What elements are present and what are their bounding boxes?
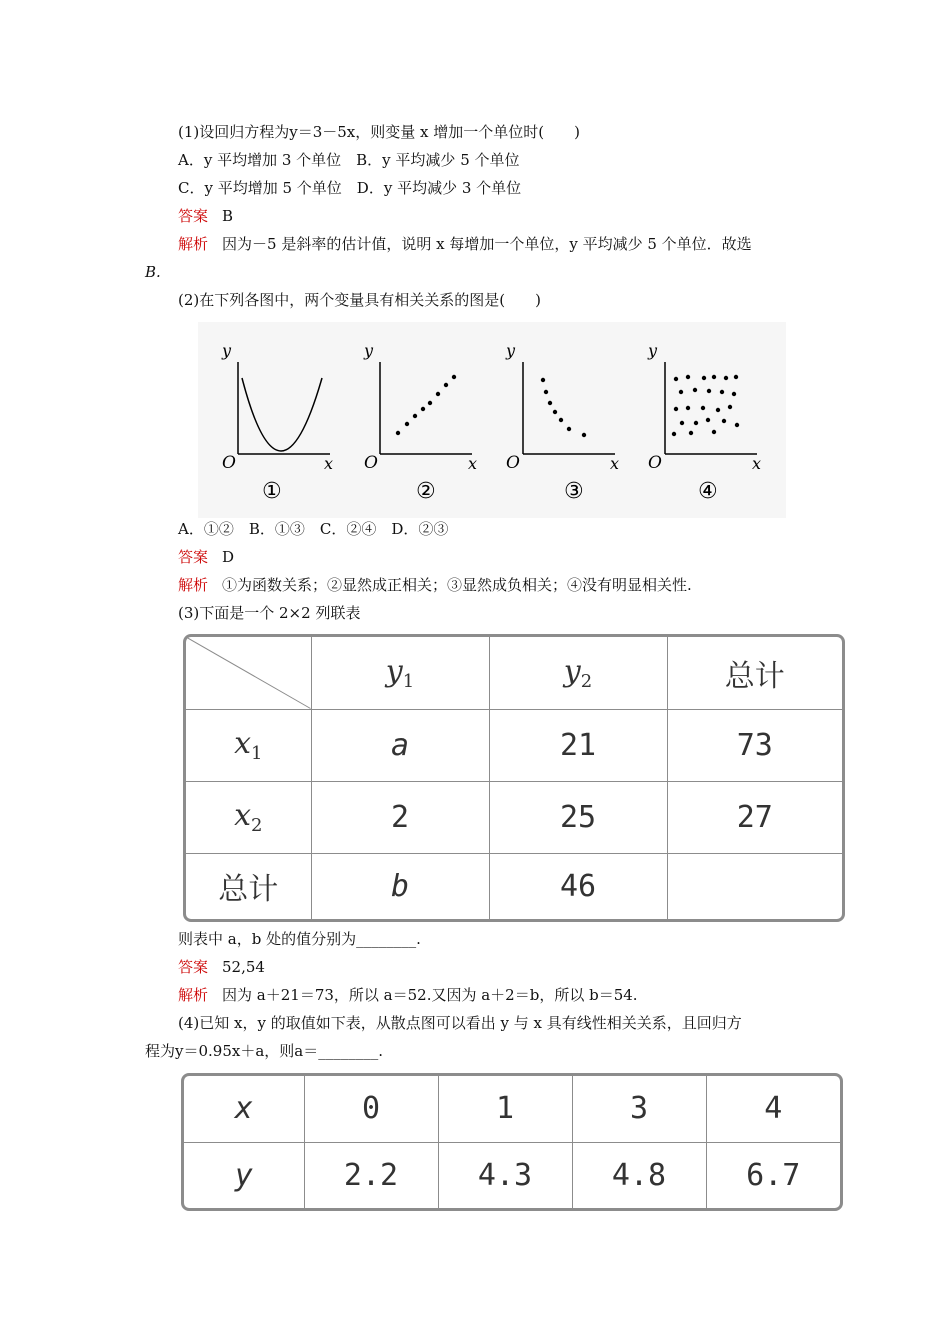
q2-stem: (2)在下列各图中，两个变量具有相关关系的图是( )	[178, 291, 541, 309]
contingency-table	[183, 634, 845, 922]
q1-options-ab: A．y 平均增加 3 个单位 B．y 平均减少 5 个单位	[178, 151, 520, 169]
panel-4-origin: O	[648, 453, 662, 473]
panel-3-negative-scatter	[505, 341, 619, 504]
col-header-total: 总计	[667, 637, 842, 709]
cell-empty	[667, 853, 842, 919]
panel-4-label: ④	[698, 479, 718, 504]
answer-label: 答案	[178, 958, 209, 976]
cell-2: 2	[311, 781, 489, 853]
q1-analysis-tail: B.	[145, 263, 161, 281]
q1-answer-line	[178, 206, 233, 226]
panel-2-y-label: y	[364, 341, 374, 360]
table-row	[184, 1076, 840, 1142]
panel-1-x-label: x	[324, 454, 334, 473]
q1-analysis-line	[178, 234, 752, 254]
y-value: 4.3	[438, 1142, 572, 1208]
cell-a: a	[311, 709, 489, 781]
row-label-y: y	[184, 1142, 304, 1208]
row-label-x: x	[184, 1076, 304, 1142]
correlation-figure	[198, 322, 786, 518]
q3-answer-line	[178, 957, 265, 977]
panel-2-positive-scatter	[363, 341, 477, 504]
row-header-x2: $x_2$	[186, 781, 311, 853]
x-value: 0	[304, 1076, 438, 1142]
q2-analysis: ①为函数关系；②显然成正相关；③显然成负相关；④没有明显相关性.	[222, 576, 692, 594]
y-value: 2.2	[304, 1142, 438, 1208]
cell-46: 46	[489, 853, 667, 919]
q1-options-cd: C．y 平均增加 5 个单位 D．y 平均减少 3 个单位	[178, 179, 522, 197]
q4-stem-line2: 程为y＝0.95x＋a，则a＝________.	[145, 1042, 383, 1060]
q1-answer: B	[222, 207, 234, 225]
cell-25: 25	[489, 781, 667, 853]
analysis-label: 解析	[178, 235, 209, 253]
table-row	[186, 853, 842, 919]
panel-2-label: ②	[416, 479, 436, 504]
panel-3-y-label: y	[506, 341, 516, 360]
panel-1-label: ①	[262, 479, 282, 504]
q3-analysis: 因为 a＋21＝73，所以 a＝52.又因为 a＋2＝b，所以 b＝54.	[222, 986, 638, 1004]
row-header-total: 总计	[186, 853, 311, 919]
x-value: 1	[438, 1076, 572, 1142]
diagonal-header-cell	[186, 637, 311, 709]
cell-73: 73	[667, 709, 842, 781]
cell-b: b	[311, 853, 489, 919]
q2-answer-line	[178, 547, 234, 567]
q2-options: A．①② B．①③ C．②④ D．②③	[178, 520, 449, 538]
panel-1-y-label: y	[222, 341, 232, 360]
panel-3-x-label: x	[610, 454, 620, 473]
panel-3-label: ③	[564, 479, 584, 504]
q3-after: 则表中 a，b 处的值分别为________.	[178, 930, 421, 948]
table-row	[184, 1142, 840, 1208]
x-value: 3	[572, 1076, 706, 1142]
col-header-y1: $y_1$	[311, 637, 489, 709]
panel-2-origin: O	[364, 453, 378, 473]
q4-stem-line1: (4)已知 x，y 的取值如下表，从散点图可以看出 y 与 x 具有线性相关关系，且回归方	[178, 1014, 742, 1032]
analysis-label: 解析	[178, 576, 209, 594]
col-header-y2: $y_2$	[489, 637, 667, 709]
q3-answer: 52,54	[222, 958, 265, 976]
panel-2-x-label: x	[468, 454, 478, 473]
x-value: 4	[706, 1076, 840, 1142]
q2-answer: D	[222, 548, 235, 566]
panel-4-y-label: y	[648, 341, 658, 360]
y-value: 6.7	[706, 1142, 840, 1208]
y-value: 4.8	[572, 1142, 706, 1208]
panel-1-origin: O	[222, 453, 236, 473]
panel-1-function-curve	[221, 341, 333, 504]
xy-value-table	[181, 1073, 843, 1211]
q1-stem: (1)设回归方程为y＝3－5x，则变量 x 增加一个单位时( )	[178, 123, 580, 141]
cell-27: 27	[667, 781, 842, 853]
cell-21: 21	[489, 709, 667, 781]
answer-label: 答案	[178, 207, 209, 225]
q1-analysis: 因为－5 是斜率的估计值，说明 x 每增加一个单位，y 平均减少 5 个单位．故选	[222, 235, 752, 253]
panel-4-x-label: x	[752, 454, 762, 473]
q3-stem: (3)下面是一个 2×2 列联表	[178, 604, 361, 622]
analysis-label: 解析	[178, 986, 209, 1004]
q2-analysis-line	[178, 575, 692, 595]
answer-label: 答案	[178, 548, 209, 566]
table-row	[186, 709, 842, 781]
q3-analysis-line	[178, 985, 638, 1005]
row-header-x1: $x_1$	[186, 709, 311, 781]
panel-4-random-scatter	[647, 341, 761, 504]
table-row	[186, 781, 842, 853]
panel-3-origin: O	[506, 453, 520, 473]
